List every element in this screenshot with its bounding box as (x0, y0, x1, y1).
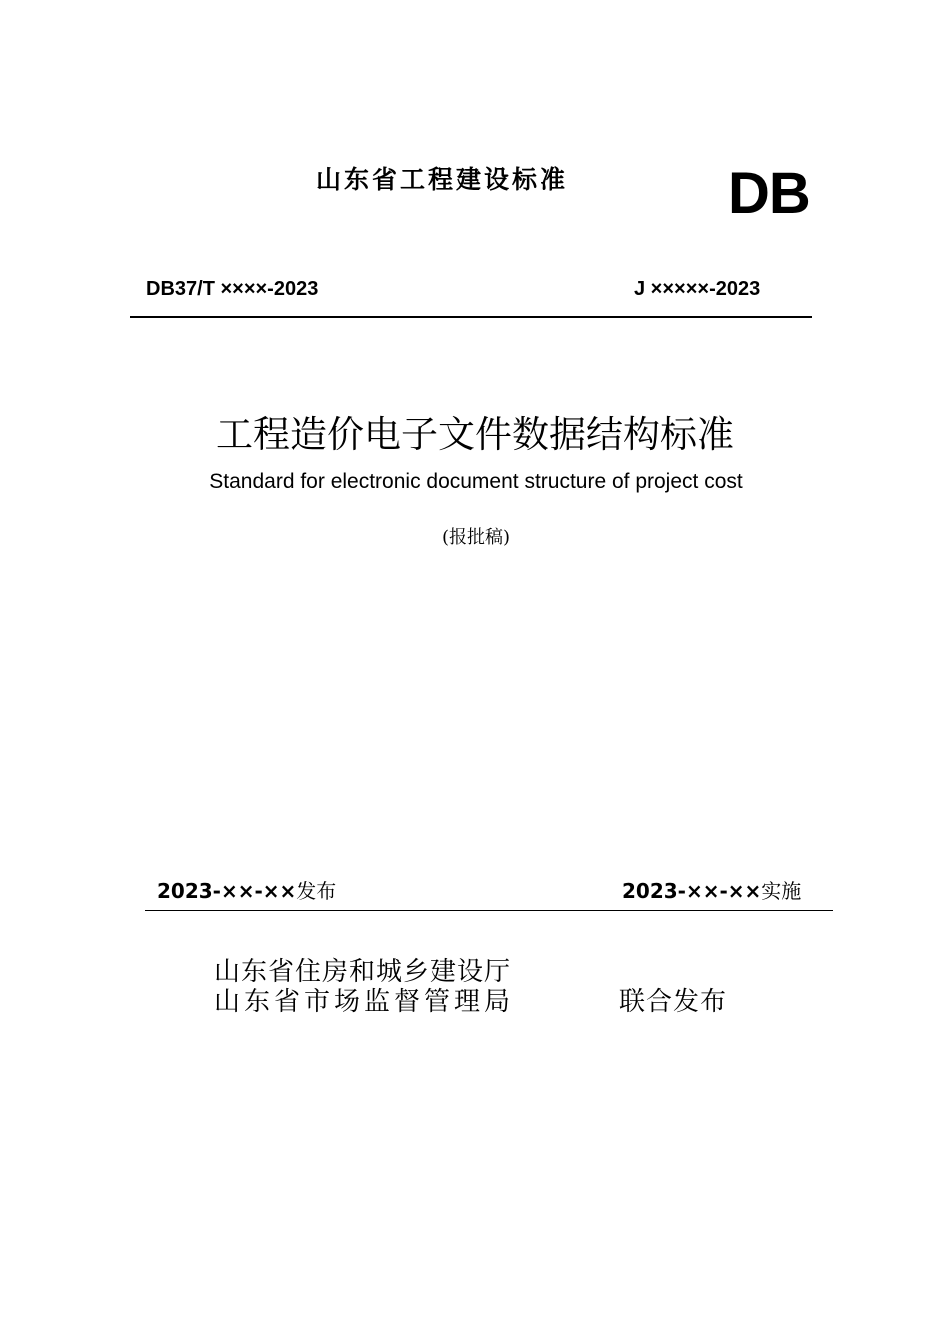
issuer-market-regulation: 山东省市场监督管理局 (214, 987, 515, 1017)
record-code: J ×××××-2023 (634, 278, 761, 300)
publish-date-label: 发布 (296, 879, 337, 903)
implement-date-label: 实施 (761, 879, 802, 903)
document-title-chinese: 工程造价电子文件数据结构标准 (216, 413, 734, 456)
joint-issue-label: 联合发布 (619, 987, 728, 1017)
standard-series-title: 山东省工程建设标准 (316, 165, 569, 194)
publish-date (157, 875, 336, 904)
issuer-housing-department: 山东省住房和城乡建设厅 (214, 957, 512, 987)
standard-code: DB37/T ××××-2023 (146, 278, 319, 300)
publish-date-value: 2023-××-×× (157, 879, 297, 903)
document-title-english: Standard for electronic document structure of project cost (209, 470, 743, 493)
bottom-divider (145, 910, 833, 911)
implement-date-value: 2023-××-×× (622, 879, 762, 903)
top-divider (130, 316, 812, 318)
implement-date (622, 875, 801, 904)
draft-stage-label: (报批稿) (441, 527, 511, 548)
db-mark: DB (728, 161, 810, 226)
